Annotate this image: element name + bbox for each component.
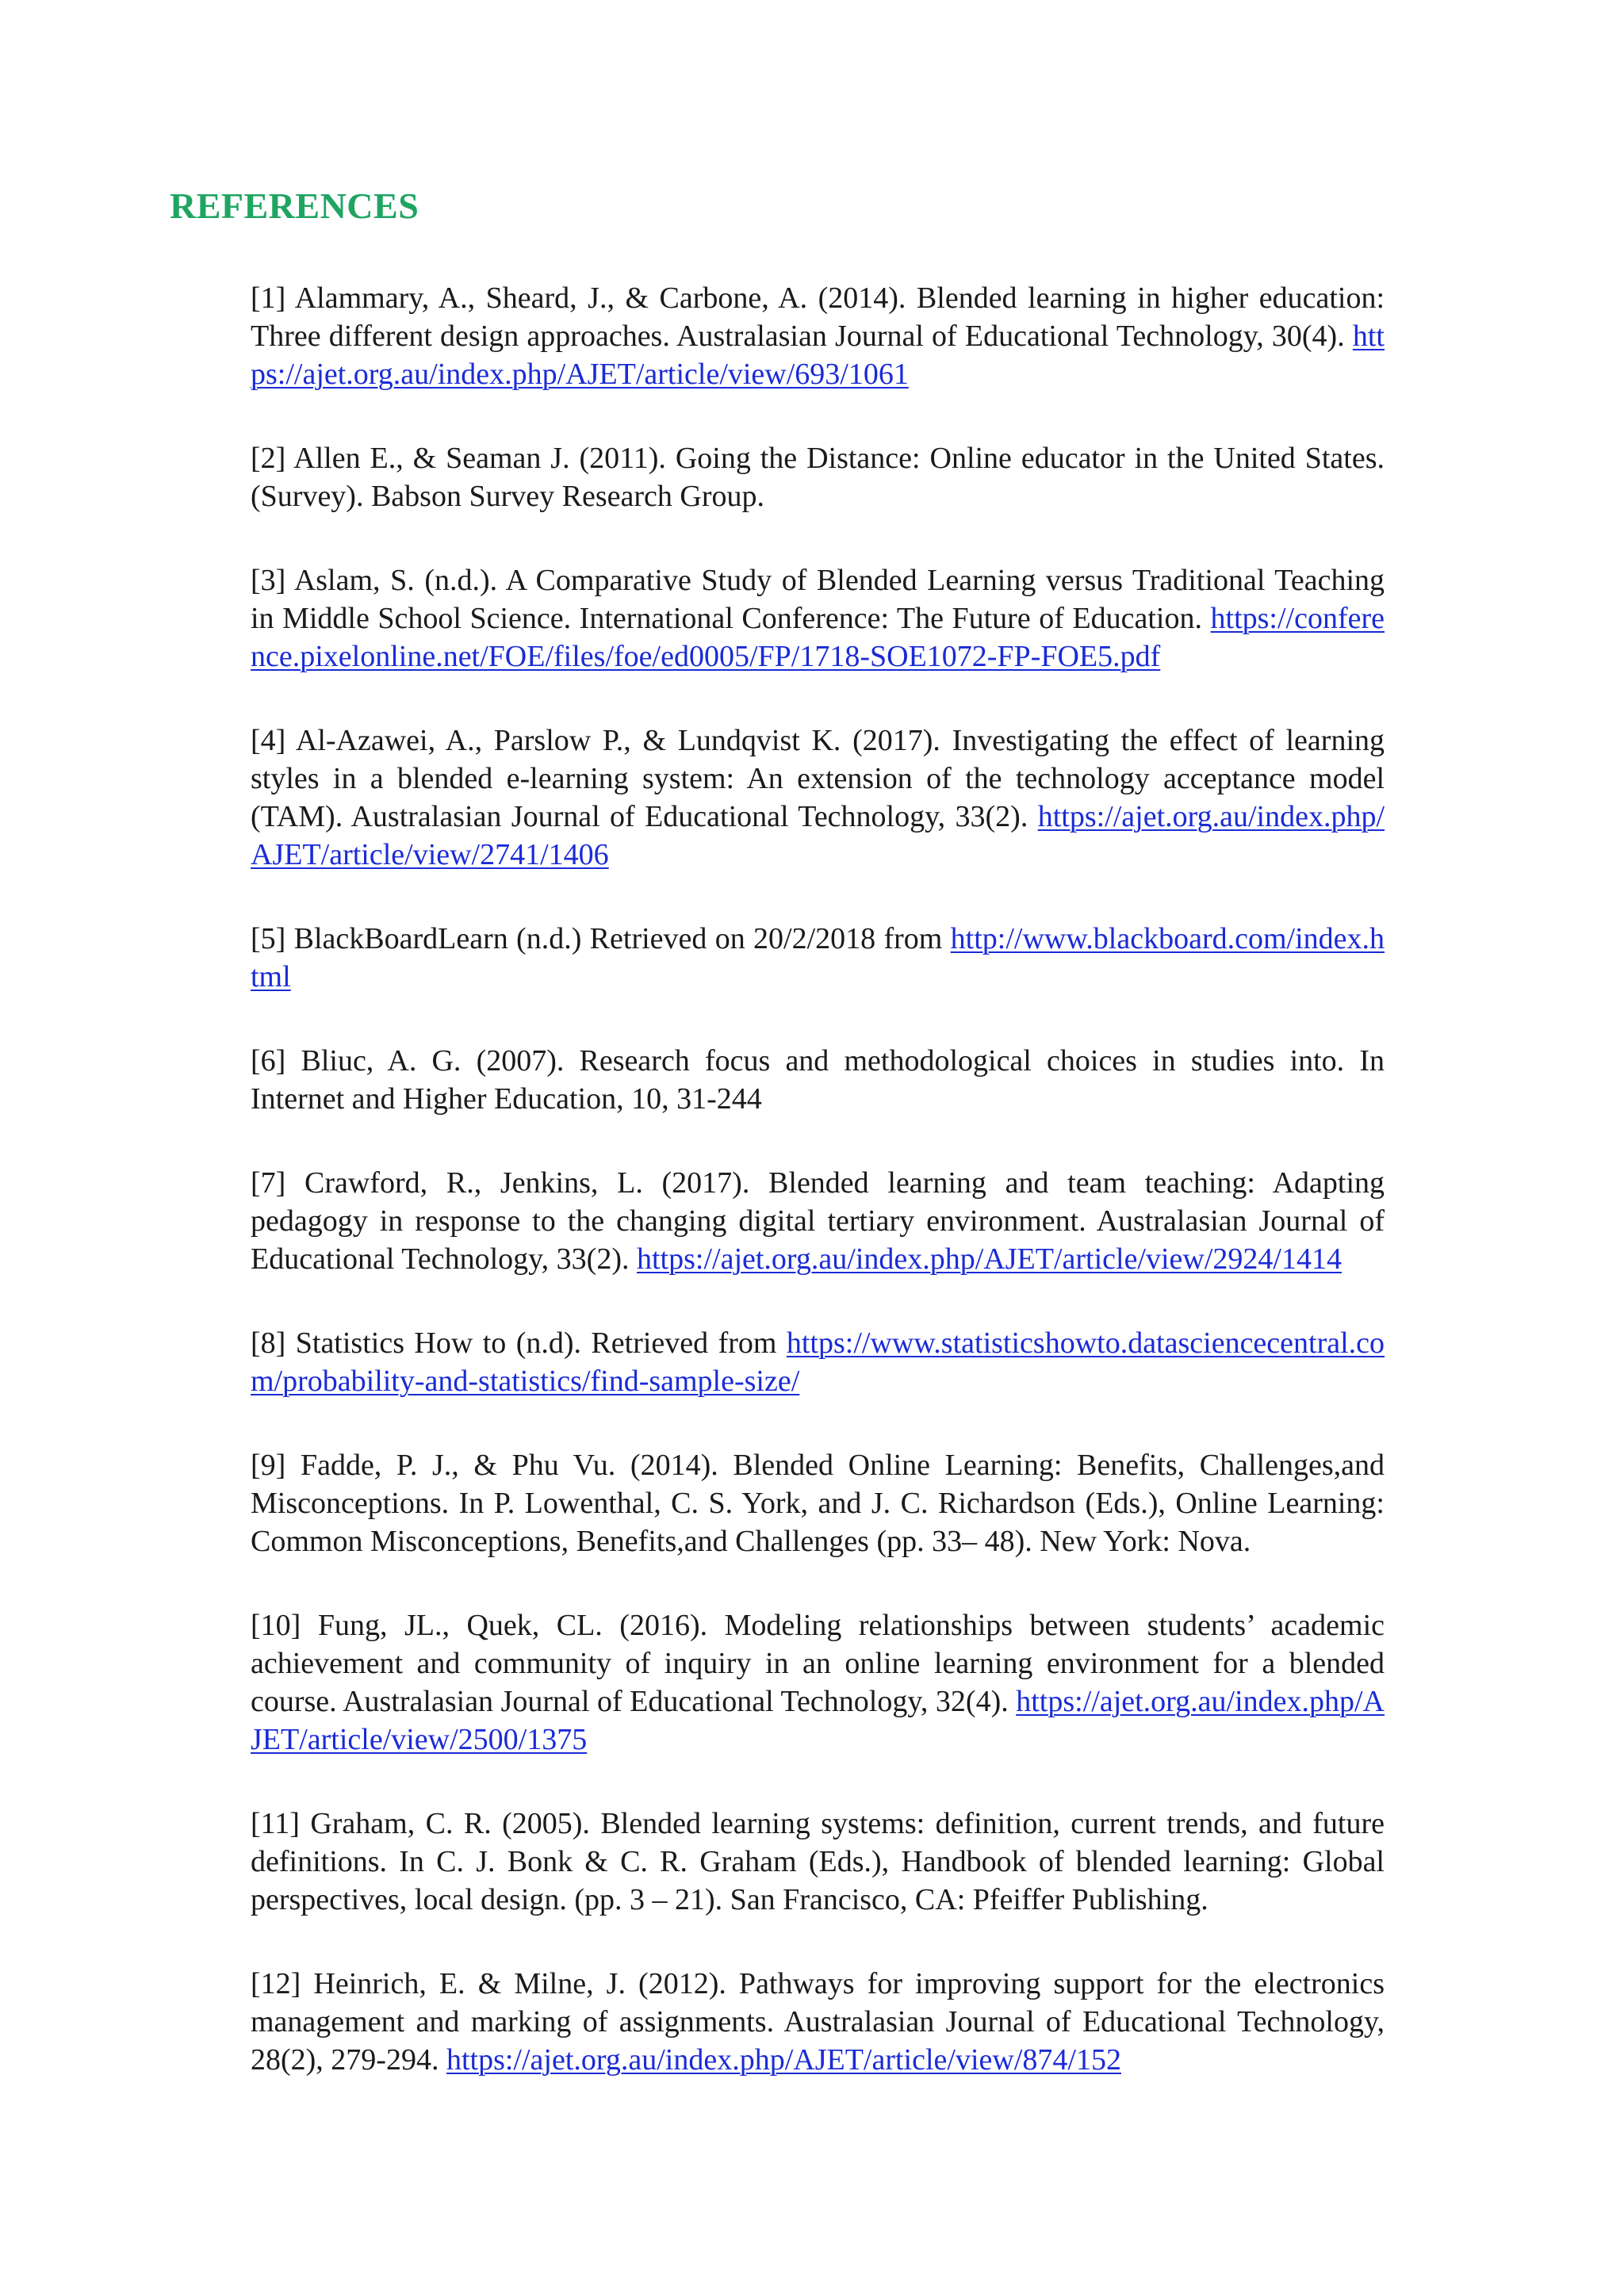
reference-text: Statistics How to (n.d). Retrieved from [295,1326,777,1360]
reference-item [251,1965,1385,2079]
reference-number: [5] [251,922,286,955]
reference-number: [1] [251,281,286,315]
reference-link[interactable]: https://conference.pixelonline.net/FOE/files/foe/ed0005/FP/1718-SOE1072-FP-FOE5.pdf [251,602,1385,673]
reference-item [251,1042,1385,1118]
reference-number: [8] [251,1326,286,1360]
reference-text: Fadde, P. J., & Phu Vu. (2014). Blended Online Learning: Benefits, Challenges,and Misconceptions. In P. Lowenthal, C. S. York, and J. C. Richardson (Eds.), Online Learning: Common Misconceptions, Benefits,and Challenges (pp. 33– 48). New York: Nova. [251,1449,1385,1558]
reference-number: [6] [251,1044,286,1078]
reference-text: BlackBoardLearn (n.d.) Retrieved on 20/2/2018 from [293,922,943,955]
reference-text: Heinrich, E. & Milne, J. (2012). Pathways for improving support for the electronics management and marking of assignments. Australasian Journal of Educational Technology, 28(2), 279-294. [251,1967,1385,2077]
reference-number: [11] [251,1807,300,1840]
reference-text: Al-Azawei, A., Parslow P., & Lundqvist K. (2017). Investigating the effect of learning styles in a blended e-learning system: An extension of the technology acceptance model (TAM). Australasian Journal of Educational Technology, 33(2). [251,724,1385,833]
reference-link[interactable]: https://ajet.org.au/index.php/AJET/article/view/2500/1375 [251,1685,1385,1756]
reference-text: Crawford, R., Jenkins, L. (2017). Blended learning and team teaching: Adapting pedagogy in response to the changing digital tertiary environment. Australasian Journal of Educational Technology, 33(2). [251,1166,1385,1276]
reference-number: [2] [251,442,286,475]
reference-link[interactable]: https://ajet.org.au/index.php/AJET/article/view/874/152 [446,2043,1121,2077]
reference-number: [12] [251,1967,301,2000]
reference-item [251,722,1385,874]
reference-number: [4] [251,724,286,757]
reference-number: [9] [251,1449,286,1482]
reference-item [251,1805,1385,1919]
reference-item [251,1164,1385,1278]
reference-item [251,561,1385,676]
reference-number: [3] [251,564,286,597]
reference-item [251,920,1385,996]
reference-item [251,1324,1385,1400]
reference-number: [10] [251,1609,301,1642]
references-heading: REFERENCES [170,186,419,226]
reference-text: Allen E., & Seaman J. (2011). Going the Distance: Online educator in the United States. (Survey). Babson Survey Research Group. [251,442,1385,513]
reference-text: Bliuc, A. G. (2007). Research focus and methodological choices in studies into. In Internet and Higher Education, 10, 31-244 [251,1044,1385,1116]
reference-number: [7] [251,1166,286,1200]
reference-link[interactable]: https://ajet.org.au/index.php/AJET/article/view/2741/1406 [251,800,1385,871]
reference-link[interactable]: https://ajet.org.au/index.php/AJET/article/view/693/1061 [251,320,1385,391]
reference-link[interactable]: http://www.blackboard.com/index.html [251,922,1385,993]
reference-item [251,279,1385,393]
reference-list [251,279,1385,2125]
reference-text: Aslam, S. (n.d.). A Comparative Study of Blended Learning versus Traditional Teaching in Middle School Science. International Conference: The Future of Education. [251,564,1385,635]
reference-link[interactable]: https://www.statisticshowto.datasciencecentral.com/probability-and-statistics/find-sample-size/ [251,1326,1385,1398]
reference-item [251,1606,1385,1759]
reference-link[interactable]: https://ajet.org.au/index.php/AJET/article/view/2924/1414 [637,1242,1342,1276]
reference-item [251,439,1385,515]
reference-text: Graham, C. R. (2005). Blended learning systems: definition, current trends, and future definitions. In C. J. Bonk & C. R. Graham (Eds.), Handbook of blended learning: Global perspectives, local design. (pp. 3 – 21). San Francisco, CA: Pfeiffer Publishing. [251,1807,1385,1916]
reference-text: Alammary, A., Sheard, J., & Carbone, A. (2014). Blended learning in higher education: Three different design approaches. Australasian Journal of Educational Technology, 30(4). [251,281,1385,353]
reference-text: Fung, JL., Quek, CL. (2016). Modeling relationships between students’ academic achievement and community of inquiry in an online learning environment for a blended course. Australasian Journal of Educational Technology, 32(4). [251,1609,1385,1718]
reference-item [251,1446,1385,1560]
